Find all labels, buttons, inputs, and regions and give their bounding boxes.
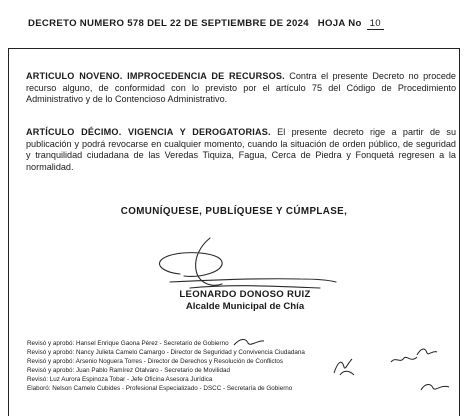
- signer-block: [160, 289, 330, 312]
- review-list: [27, 339, 457, 394]
- article-body: El presente decreto rige a partir de su publicación y podrá revocarse en cualquier momento, cuando la situación de orden público, de seguridad y tranquilidad ciudadana de las Veredas Tiquiza, Fagua, Cerca de Piedra y Fonquetá regresen a la normalidad.: [26, 127, 457, 172]
- review-line: Elaboró: Nelson Camelo Cubides - Profesional Especializado - DSCC - Secretaría de Gobierno: [27, 384, 457, 393]
- article-body: Contra el presente Decreto no procede recurso alguno, de conformidad con lo previsto por el artículo 75 del Código de Procedimiento Administrativo y de lo Contencioso Administrativo.: [26, 71, 456, 104]
- signer-title: Alcalde Municipal de Chía: [185, 300, 305, 312]
- article-heading: ARTÍCULO DÉCIMO. VIGENCIA Y DEROGATORIAS.: [26, 127, 271, 137]
- review-line: Revisó y aprobó: Arsenio Noguera Torres - Director de Derechos y Resolución de Conflictos: [27, 357, 457, 366]
- decree-title: DECRETO NUMERO 578 DEL 22 DE SEPTIEMBRE DE 2024: [28, 18, 309, 29]
- review-line: Revisó y aprobó: Hansel Enrique Gaona Pérez - Secretario de Gobierno: [27, 339, 457, 348]
- review-line: Revisó: Luz Aurora Espinoza Tobar - Jefe Oficina Asesora Jurídica: [27, 376, 213, 384]
- article-ninth: [26, 71, 456, 106]
- signer-name: LEONARDO DONOSO RUIZ: [179, 289, 311, 300]
- article-heading: ARTICULO NOVENO. IMPROCEDENCIA DE RECURSOS.: [26, 71, 285, 81]
- page-number: 10: [367, 18, 384, 30]
- initials-mark: [419, 381, 453, 393]
- closing-formula: COMUNÍQUESE, PUBLÍQUESE Y CÚMPLASE,: [120, 206, 348, 217]
- article-tenth: [26, 127, 456, 173]
- review-line: Revisó y aprobó: Nancy Julieta Camelo Camargo - Director de Seguridad y Convivencia Ciudadana: [27, 348, 457, 357]
- page-label: HOJA No: [317, 18, 362, 29]
- decree-header: [28, 18, 458, 30]
- handwritten-initials-icon: [330, 353, 356, 379]
- initials-mark: [232, 336, 266, 348]
- review-line: Revisó y aprobó: Juan Pablo Ramírez Otalvaro - Secretario de Movilidad: [27, 367, 230, 375]
- initials-mark: [389, 354, 423, 366]
